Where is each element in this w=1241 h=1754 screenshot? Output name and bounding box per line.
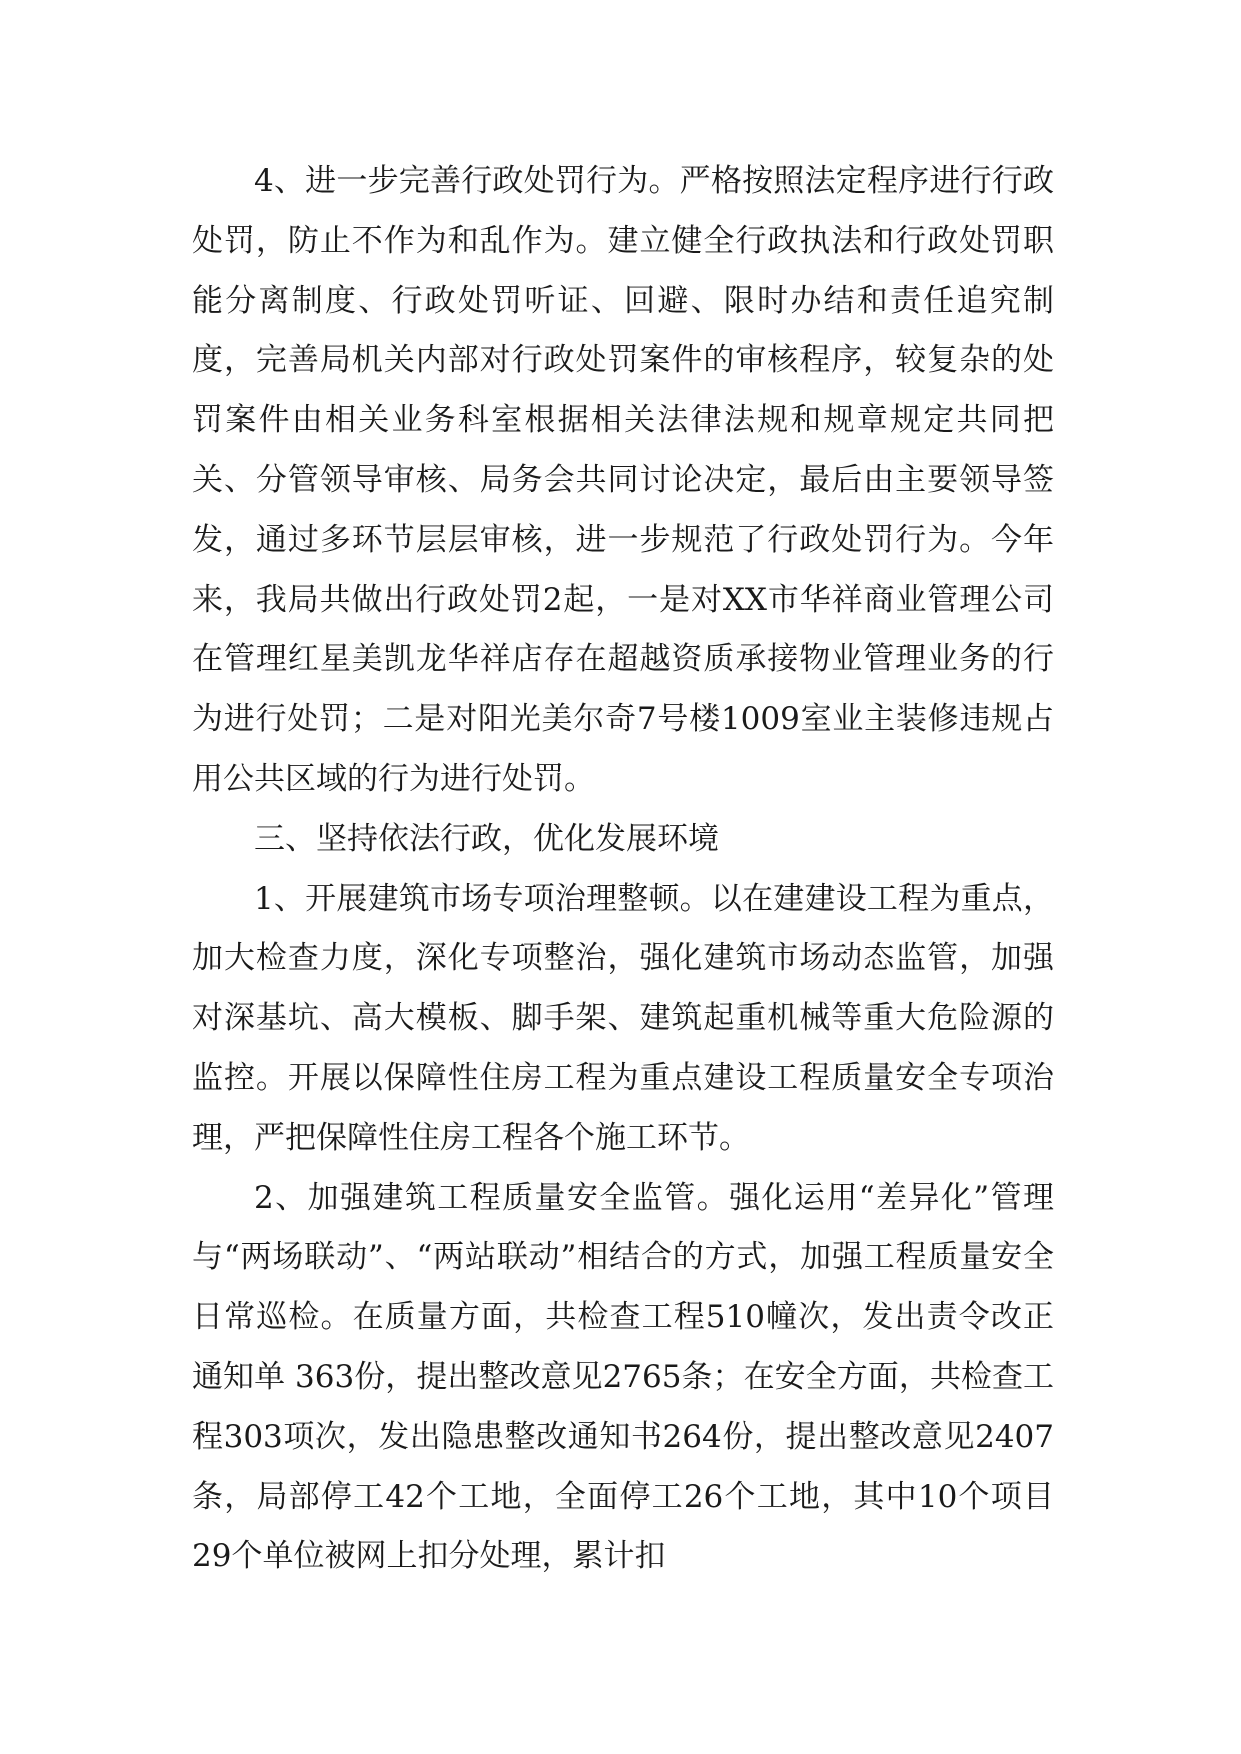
paragraph-construction-quality-safety: 2、加强建筑工程质量安全监管。强化运用“差异化”管理与“两场联动”、“两站联动”相结合的方式，加强工程质量安全日常巡检。在质量方面，共检查工程510幢次，发出责令改正通知单 363份，提出整改意见2765条；在安全方面，共检查工程303项次，发出隐患整改通知书264份，提出整改意见2407条，局部停工42个工地，全面停工26个工地，其中10个项目29个单位被网上扣分处理，累计扣 (192, 1179, 1054, 1575)
section-heading-lawful-administration: 三、坚持依法行政，优化发展环境 (254, 820, 719, 857)
paragraph-construction-market-rectification: 1、开展建筑市场专项治理整顿。以在建建设工程为重点，加大检查力度，深化专项整治，强化建筑市场动态监管，加强对深基坑、高大模板、脚手架、建筑起重机械等重大危险源的监控。开展以保障性住房工程为重点建设工程质量安全专项治理，严把保障性住房工程各个施工环节。 (192, 880, 1054, 1156)
document-page (192, 152, 1054, 1587)
paragraph-administrative-penalty: 4、进一步完善行政处罚行为。严格按照法定程序进行行政处罚，防止不作为和乱作为。建立健全行政执法和行政处罚职能分离制度、行政处罚听证、回避、限时办结和责任追究制度，完善局机关内部对行政处罚案件的审核程序，较复杂的处罚案件由相关业务科室根据相关法律法规和规章规定共同把关、分管领导审核、局务会共同讨论决定，最后由主要领导签发，通过多环节层层审核，进一步规范了行政处罚行为。今年来，我局共做出行政处罚2起，一是对XX市华祥商业管理公司在管理红星美凯龙华祥店存在超越资质承接物业管理业务的行为进行处罚；二是对阳光美尔奇7号楼1009室业主装修违规占用公共区域的行为进行处罚。 (192, 163, 1054, 797)
